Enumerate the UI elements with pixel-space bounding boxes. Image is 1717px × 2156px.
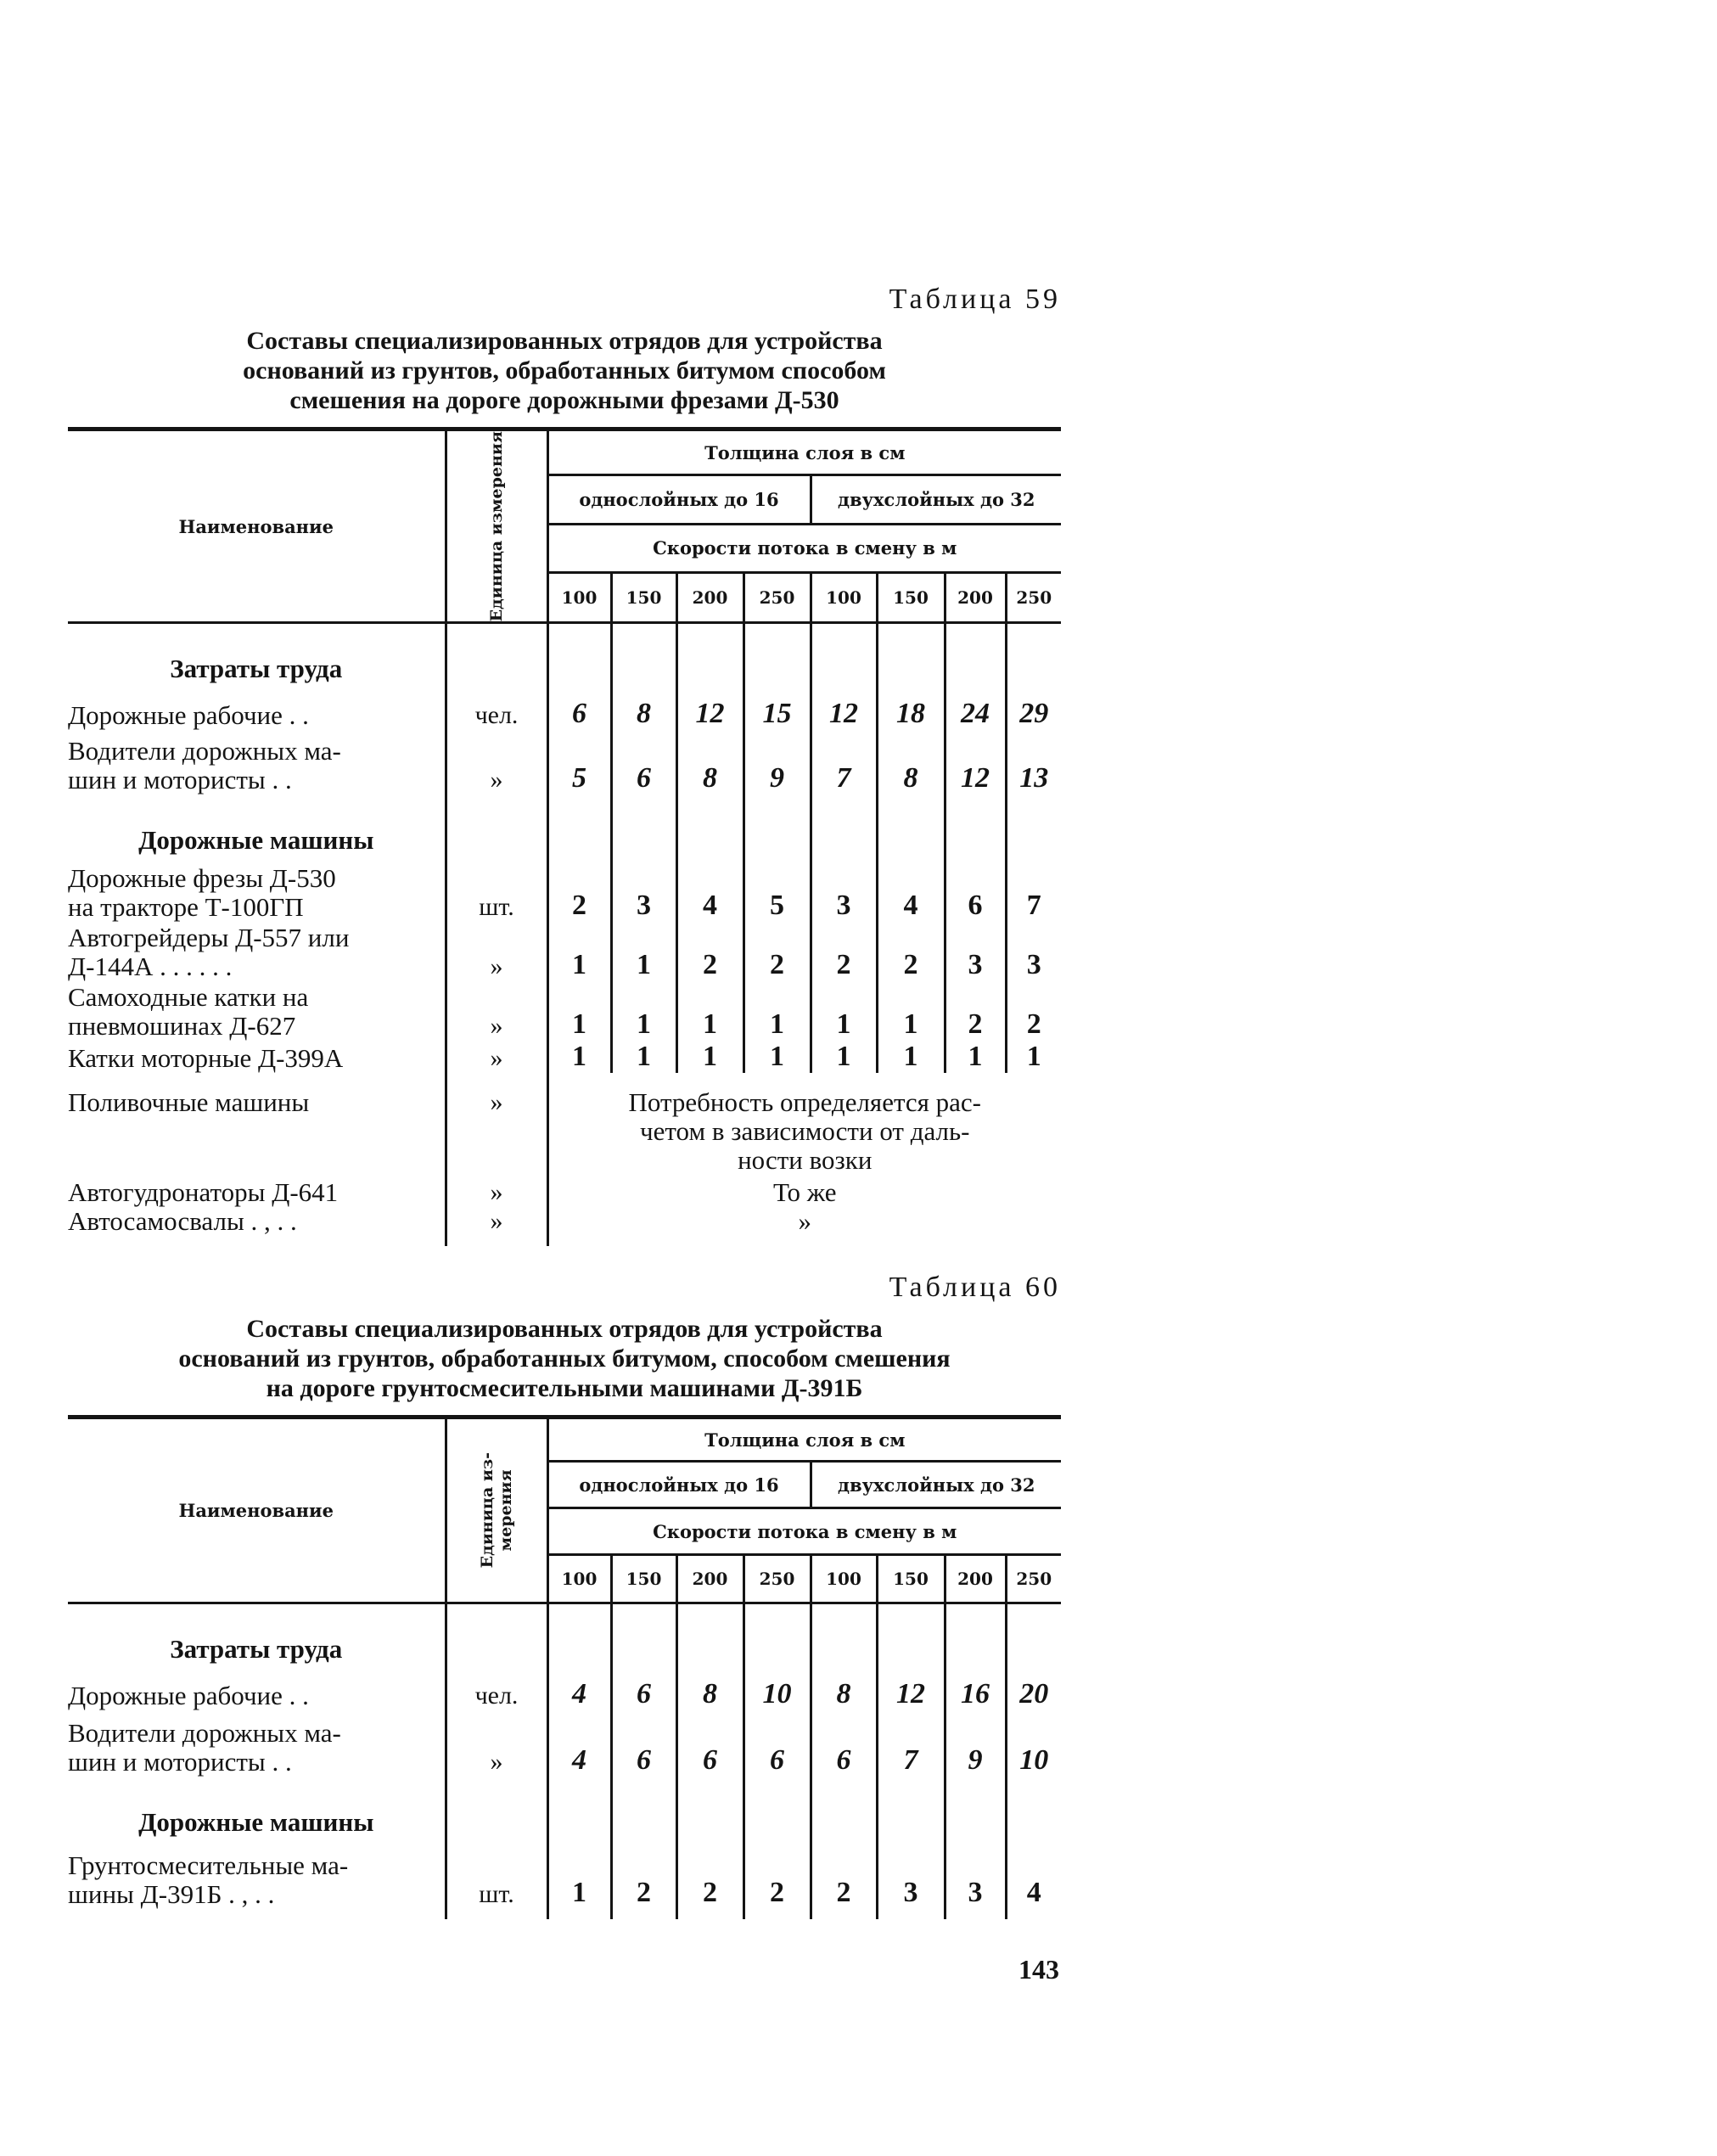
unit-header-text: Единица измерения: [487, 431, 506, 622]
value-cell: 1: [611, 1041, 676, 1073]
section-label-machines: Дорожные машины: [68, 794, 446, 856]
table-row: [68, 1175, 1061, 1207]
speed-header-cell: 100: [811, 572, 877, 622]
speed-header-cell: 150: [611, 1555, 676, 1603]
value-cell: 8: [676, 730, 743, 794]
value-cell: 1: [811, 981, 877, 1041]
row-name-line: Самоходные катки на: [68, 981, 309, 1012]
section-row: [68, 1777, 1061, 1838]
row-name-line: Водители дорожных ма-: [68, 735, 341, 766]
row-name-line: Д-144А . . . . . .: [68, 951, 233, 981]
table-row: [68, 684, 1061, 730]
value-cell: 10: [743, 1665, 811, 1710]
value-cell: 9: [743, 730, 811, 794]
value-cell: 1: [547, 1041, 611, 1073]
value-cell: 2: [811, 1838, 877, 1919]
row-name-line: Водители дорожных ма-: [68, 1717, 341, 1748]
row-name: [68, 1665, 446, 1710]
row-unit: »: [446, 730, 547, 794]
value-cell: 12: [811, 684, 877, 730]
row-name: [68, 1041, 446, 1073]
table-row: [68, 730, 1061, 794]
value-cell: 6: [547, 684, 611, 730]
value-cell: 5: [743, 856, 811, 922]
speed-header-cell: 250: [1016, 1569, 1052, 1589]
value-cell: 4: [1026, 1876, 1041, 1908]
unit-header-line: мерения: [497, 1469, 515, 1552]
header-single-layer: однослойных до 16: [547, 475, 811, 524]
requirement-note: »: [798, 1205, 811, 1236]
row-name-line: шин и мотористы . .: [68, 1746, 292, 1777]
speed-header-cell: 250: [743, 572, 811, 622]
value-cell: 18: [877, 684, 945, 730]
row-name: [68, 856, 446, 922]
row-name: Автогудронаторы Д-641: [68, 1175, 446, 1207]
section-row: [68, 623, 1061, 684]
row-name-line: Автогрейдеры Д-557 или: [68, 922, 350, 952]
table-59-title-line: смешения на дороге дорожными фрезами Д-530: [289, 386, 839, 414]
row-name: [68, 730, 446, 794]
value-cell: 8: [676, 1665, 743, 1710]
value-cell: 10: [1019, 1743, 1049, 1776]
value-cell: 2: [743, 1838, 811, 1919]
value-cell: 8: [877, 730, 945, 794]
value-cell: 5: [547, 730, 611, 794]
unit-header-line: Единица из-: [478, 1452, 497, 1569]
value-cell: 6: [743, 1710, 811, 1777]
header-speed: Скорости потока в смену в м: [547, 524, 1061, 572]
speed-header-cell: 250: [743, 1555, 811, 1603]
table-60-title-line: на дороге грунтосмесительными машинами Д-391Б: [266, 1374, 863, 1402]
value-cell: 3: [1026, 948, 1041, 980]
value-cell: 24: [945, 684, 1006, 730]
row-name: [68, 684, 446, 730]
row-name: [68, 1710, 446, 1777]
row-unit: »: [446, 981, 547, 1041]
value-cell: 6: [676, 1710, 743, 1777]
table-60-block: [68, 1273, 1061, 1919]
value-cell: 1: [811, 1041, 877, 1073]
value-cell: 4: [547, 1710, 611, 1777]
speed-header-cell: 150: [877, 1555, 945, 1603]
value-cell: 6: [611, 1665, 676, 1710]
column-header-name: Наименование: [68, 1418, 446, 1603]
note-line: ности возки: [738, 1144, 873, 1175]
table-60-title-line: Составы специализированных отрядов для устройства: [246, 1315, 883, 1343]
row-name-line: Дорожные фрезы Д-530: [68, 862, 336, 893]
speed-header-cell: 150: [877, 572, 945, 622]
value-cell: 3: [611, 856, 676, 922]
value-cell: 15: [743, 684, 811, 730]
value-cell: 1: [547, 922, 611, 981]
table-60: [68, 1415, 1061, 1919]
row-name-line: шин и мотористы . .: [68, 764, 292, 794]
value-cell: 7: [877, 1710, 945, 1777]
value-cell: 3: [877, 1838, 945, 1919]
page-number: 143: [1018, 1954, 1059, 1985]
row-name-line: на тракторе Т-100ГП: [68, 891, 304, 922]
value-cell: 1: [547, 981, 611, 1041]
table-row: [68, 1710, 1061, 1777]
row-name: [68, 922, 446, 981]
value-cell: 1: [877, 981, 945, 1041]
table-row: [68, 922, 1061, 981]
table-row: [68, 1073, 1061, 1175]
table-59-title-line: оснований из грунтов, обработанных битумом способом: [243, 357, 886, 385]
speed-header-cell: 200: [945, 572, 1006, 622]
value-cell: 9: [945, 1710, 1006, 1777]
column-header-unit: [446, 430, 547, 623]
value-cell: 6: [611, 730, 676, 794]
value-cell: 16: [945, 1665, 1006, 1710]
header-thickness: Толщина слоя в см: [547, 430, 1061, 475]
value-cell: 2: [811, 922, 877, 981]
row-unit: чел.: [446, 684, 547, 730]
column-header-name: Наименование: [68, 430, 446, 623]
row-name-line: Дорожные рабочие . .: [68, 699, 309, 730]
header-single-layer: однослойных до 16: [547, 1462, 811, 1508]
value-cell: 12: [877, 1665, 945, 1710]
table-59: [68, 427, 1061, 1246]
row-unit: чел.: [446, 1665, 547, 1710]
value-cell: 1: [547, 1838, 611, 1919]
table-60-title: [68, 1314, 1061, 1403]
value-cell: 2: [676, 1838, 743, 1919]
header-speed: Скорости потока в смену в м: [547, 1508, 1061, 1555]
table-row: [68, 1207, 1061, 1246]
table-59-title: [68, 326, 1061, 415]
row-unit: »: [446, 1207, 547, 1246]
note-line: четом в зависимости от даль-: [640, 1115, 970, 1146]
row-unit: шт.: [446, 1838, 547, 1919]
value-cell: 29: [1019, 697, 1049, 729]
table-row: [68, 1041, 1061, 1073]
value-cell: 2: [1026, 1008, 1041, 1040]
row-name: [68, 1838, 446, 1919]
speed-header-cell: 100: [547, 572, 611, 622]
value-cell: 1: [877, 1041, 945, 1073]
value-cell: 2: [547, 856, 611, 922]
value-cell: 1: [676, 981, 743, 1041]
value-cell: 1: [945, 1041, 1006, 1073]
section-label-labor: Затраты труда: [68, 623, 446, 684]
speed-header-cell: 200: [676, 572, 743, 622]
section-row: [68, 1603, 1061, 1665]
value-cell: 3: [945, 922, 1006, 981]
table-row: [68, 1838, 1061, 1919]
section-label-machines: Дорожные машины: [68, 1777, 446, 1838]
value-cell: 2: [945, 981, 1006, 1041]
header-double-layer: двухслойных до 32: [811, 475, 1061, 524]
value-cell: 7: [811, 730, 877, 794]
value-cell: 8: [811, 1665, 877, 1710]
table-60-label: Таблица 60: [889, 1272, 1061, 1303]
row-name: Поливочные машины: [68, 1073, 446, 1175]
row-unit: »: [446, 1041, 547, 1073]
value-cell: 3: [811, 856, 877, 922]
row-unit: шт.: [446, 856, 547, 922]
value-cell: 4: [547, 1665, 611, 1710]
table-60-title-line: оснований из грунтов, обработанных битумом, способом смешения: [178, 1345, 951, 1373]
value-cell: 1: [743, 981, 811, 1041]
unit-header-text: [478, 1452, 515, 1568]
speed-header-cell: 150: [611, 572, 676, 622]
table-row: [68, 1665, 1061, 1710]
value-cell: 12: [676, 684, 743, 730]
requirement-note: То же: [772, 1176, 837, 1207]
value-cell: 8: [611, 684, 676, 730]
value-cell: 6: [945, 856, 1006, 922]
value-cell: 2: [611, 1838, 676, 1919]
row-unit: »: [446, 1073, 547, 1175]
table-row: [68, 981, 1061, 1041]
value-cell: 1: [1026, 1040, 1041, 1072]
row-name-line: шины Д-391Б . , . .: [68, 1878, 275, 1909]
value-cell: 6: [811, 1710, 877, 1777]
value-cell: 2: [743, 922, 811, 981]
row-name-line: Дорожные рабочие . .: [68, 1680, 309, 1710]
speed-header-cell: 100: [811, 1555, 877, 1603]
header-double-layer: двухслойных до 32: [811, 1462, 1061, 1508]
value-cell: 20: [1019, 1677, 1049, 1710]
value-cell: 2: [877, 922, 945, 981]
value-cell: 2: [676, 922, 743, 981]
value-cell: 4: [877, 856, 945, 922]
row-name: Автосамосвалы . , . .: [68, 1207, 446, 1246]
row-unit: »: [446, 1710, 547, 1777]
row-name: [68, 981, 446, 1041]
value-cell: 13: [1019, 761, 1049, 794]
row-name-line: Грунтосмесительные ма-: [68, 1850, 349, 1880]
value-cell: 7: [1026, 889, 1041, 921]
value-cell: 1: [611, 981, 676, 1041]
table-row: [68, 856, 1061, 922]
speed-header-cell: 100: [547, 1555, 611, 1603]
value-cell: 3: [945, 1838, 1006, 1919]
value-cell: 6: [611, 1710, 676, 1777]
speed-header-cell: 200: [676, 1555, 743, 1603]
speed-header-cell: 200: [945, 1555, 1006, 1603]
row-name-line: пневмошинах Д-627: [68, 1010, 296, 1041]
section-label-labor: Затраты труда: [68, 1603, 446, 1665]
row-unit: »: [446, 1175, 547, 1207]
column-header-unit: [446, 1418, 547, 1603]
row-name-line: Катки моторные Д-399А: [68, 1042, 344, 1073]
note-line: Потребность определяется рас-: [628, 1086, 981, 1117]
table-59-title-line: Составы специализированных отрядов для устройства: [246, 327, 883, 355]
value-cell: 1: [676, 1041, 743, 1073]
value-cell: 1: [743, 1041, 811, 1073]
value-cell: 1: [611, 922, 676, 981]
row-unit: »: [446, 922, 547, 981]
value-cell: 12: [945, 730, 1006, 794]
table-59-label: Таблица 59: [889, 284, 1061, 315]
speed-header-cell: 250: [1016, 587, 1052, 609]
table-59-block: [68, 285, 1061, 1246]
value-cell: 4: [676, 856, 743, 922]
requirement-note: [547, 1073, 1061, 1175]
header-thickness: Толщина слоя в см: [547, 1418, 1061, 1462]
section-row: [68, 794, 1061, 856]
